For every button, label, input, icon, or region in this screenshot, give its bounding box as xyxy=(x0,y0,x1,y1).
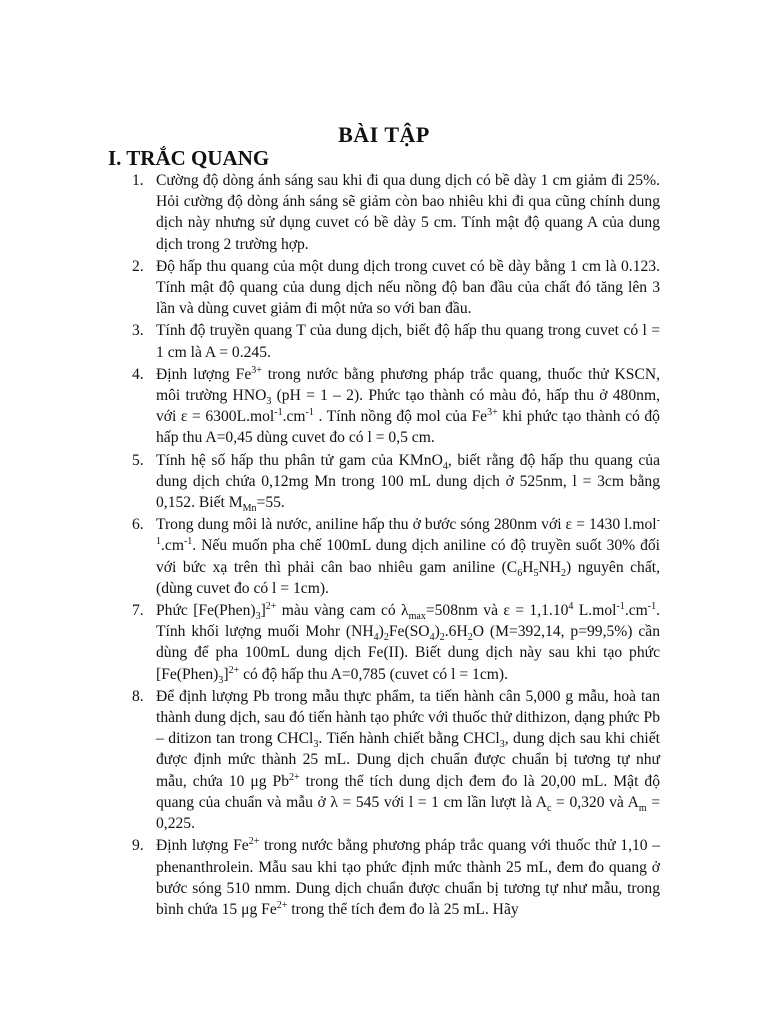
exercise-item xyxy=(108,256,660,320)
exercise-number: 4. xyxy=(132,365,144,383)
exercise-number: 2. xyxy=(132,257,144,275)
document-title: BÀI TẬP xyxy=(338,122,430,147)
exercise-number: 3. xyxy=(132,322,144,340)
exercise-text: Tính độ truyền quang T của dung dịch, biết độ hấp thu quang trong cuvet có l = 1 cm là A = 0.245. xyxy=(156,322,660,361)
exercise-item xyxy=(108,450,660,514)
exercise-text: Cường độ dòng ánh sáng sau khi đi qua dung dịch có bề dày 1 cm giảm đi 25%. Hỏi cường độ dòng ánh sáng sẽ giảm còn bao nhiêu khi đi qua cũng chính dung dịch này nhưng sử dụng cuvet có bề dày 5 cm. Tính mật độ quang A của dung dịch trong 2 trường hợp. xyxy=(156,172,660,253)
exercise-text: Định lượng $Fe^{2+}$ trong nước bằng phương pháp trắc quang với thuốc thử 1,10 – phenanthrolein. Mẫu sau khi tạo phức định mức thành 25 mL, đem đo quang ở bước sóng 510 nmm. Dung dịch chuẩn được chuẩn bị tương tự như mẫu, trong bình chứa 15 μg $Fe^{2+}$ trong thể tích đem đo là 25 mL. Hãy xyxy=(156,836,660,918)
exercise-text: Độ hấp thu quang của một dung dịch trong cuvet có bề dày bằng 1 cm là 0.123. Tính mật độ quang của dung dịch nếu nồng độ ban đầu của chất đó tăng lên 3 lần và dùng cuvet giảm đi một nửa so với ban đầu. xyxy=(156,257,660,318)
exercise-text: Định lượng $Fe^{3+}$ trong nước bằng phương pháp trắc quang, thuốc thử KSCN, môi trường $HNO_3$ (pH = 1 – 2). Phức tạo thành có màu đỏ, hấp thu ở 480nm, với $\varepsilon = 6300L.mol^{-1}.cm^{-1}$ . Tính nồng độ mol của $Fe^{3+}$ khi phức tạo thành có độ hấp thu A=0,45 dùng cuvet đo có l = 0,5 cm. xyxy=(156,364,661,447)
exercise-number: 9. xyxy=(132,837,144,855)
exercise-item xyxy=(108,835,660,920)
exercise-item xyxy=(108,364,660,449)
exercise-item xyxy=(108,170,660,255)
section-heading: I. TRẮC QUANG xyxy=(108,146,270,170)
exercise-text: Phức $[Fe(Phen)_3]^{2+}$ màu vàng cam có $\lambda_{max}=508nm$ và $\varepsilon = 1,1.10^4$ $L.mol^{-1}.cm^{-1}$. Tính khối lượng muối Mohr $(NH_4)_2Fe(SO_4)_2.6H_2O$ (M=392,14, p=99,5%) cần dùng để pha 100mL dung dịch Fe(II). Biết dung dịch này sau khi tạo phức $[Fe(Phen)_3]^{2+}$ có độ hấp thu A=0,785 (cuvet có l = 1cm). xyxy=(156,600,661,686)
exercise-item xyxy=(108,600,660,685)
exercise-item xyxy=(108,686,660,834)
exercise-item xyxy=(108,320,660,362)
exercise-text: Để định lượng Pb trong mẫu thực phẩm, ta tiến hành cân 5,000 g mẫu, hoà tan thành dung dịch, sau đó tiến hành tạo phức với thuốc thử dithizon, dạng phức Pb – ditizon tan trong CHCl$_3$. Tiến hành chiết bằng CHCl$_3$, dung dịch sau khi chiết được định mức thành 25 mL. Dung dịch chuẩn được chuẩn bị tương tự như mẫu, chứa 10 μg $Pb^{2+}$ trong thể tích dung dịch đem đo là 20,00 mL. Mật độ quang của chuẩn và mẫu ở λ = 545 với l = 1 cm lần lượt là $A_c = 0,320$ và $A_m = 0,225$. xyxy=(156,687,661,833)
exercise-number: 5. xyxy=(132,451,144,469)
exercise-number: 7. xyxy=(132,602,144,620)
exercise-text: Tính hệ số hấp thu phân tử gam của KMnO$_4$, biết rằng độ hấp thu quang của dung dịch chứa 0,12mg Mn trong 100 mL dung dịch ở 525nm, l = 3cm bằng 0,152. Biết $M_{Mn}=55$. xyxy=(156,451,660,515)
exercise-list xyxy=(108,170,660,921)
exercise-number: 1. xyxy=(132,172,144,189)
exercise-number: 8. xyxy=(132,687,144,705)
exercise-text: Trong dung môi là nước, aniline hấp thu ở bước sóng 280nm với ε = 1430 $l.mol^{-1}.cm^{-1}$. Nếu muốn pha chế 100mL dung dịch aniline có độ truyền suốt 30% đối với bức xạ trên thì phải cân bao nhiêu gam aniline $(C_6H_5NH_2)$ nguyên chất, (dùng cuvet đo có l = 1cm). xyxy=(156,515,661,597)
exercise-number: 6. xyxy=(132,516,144,534)
exercise-item xyxy=(108,514,660,599)
